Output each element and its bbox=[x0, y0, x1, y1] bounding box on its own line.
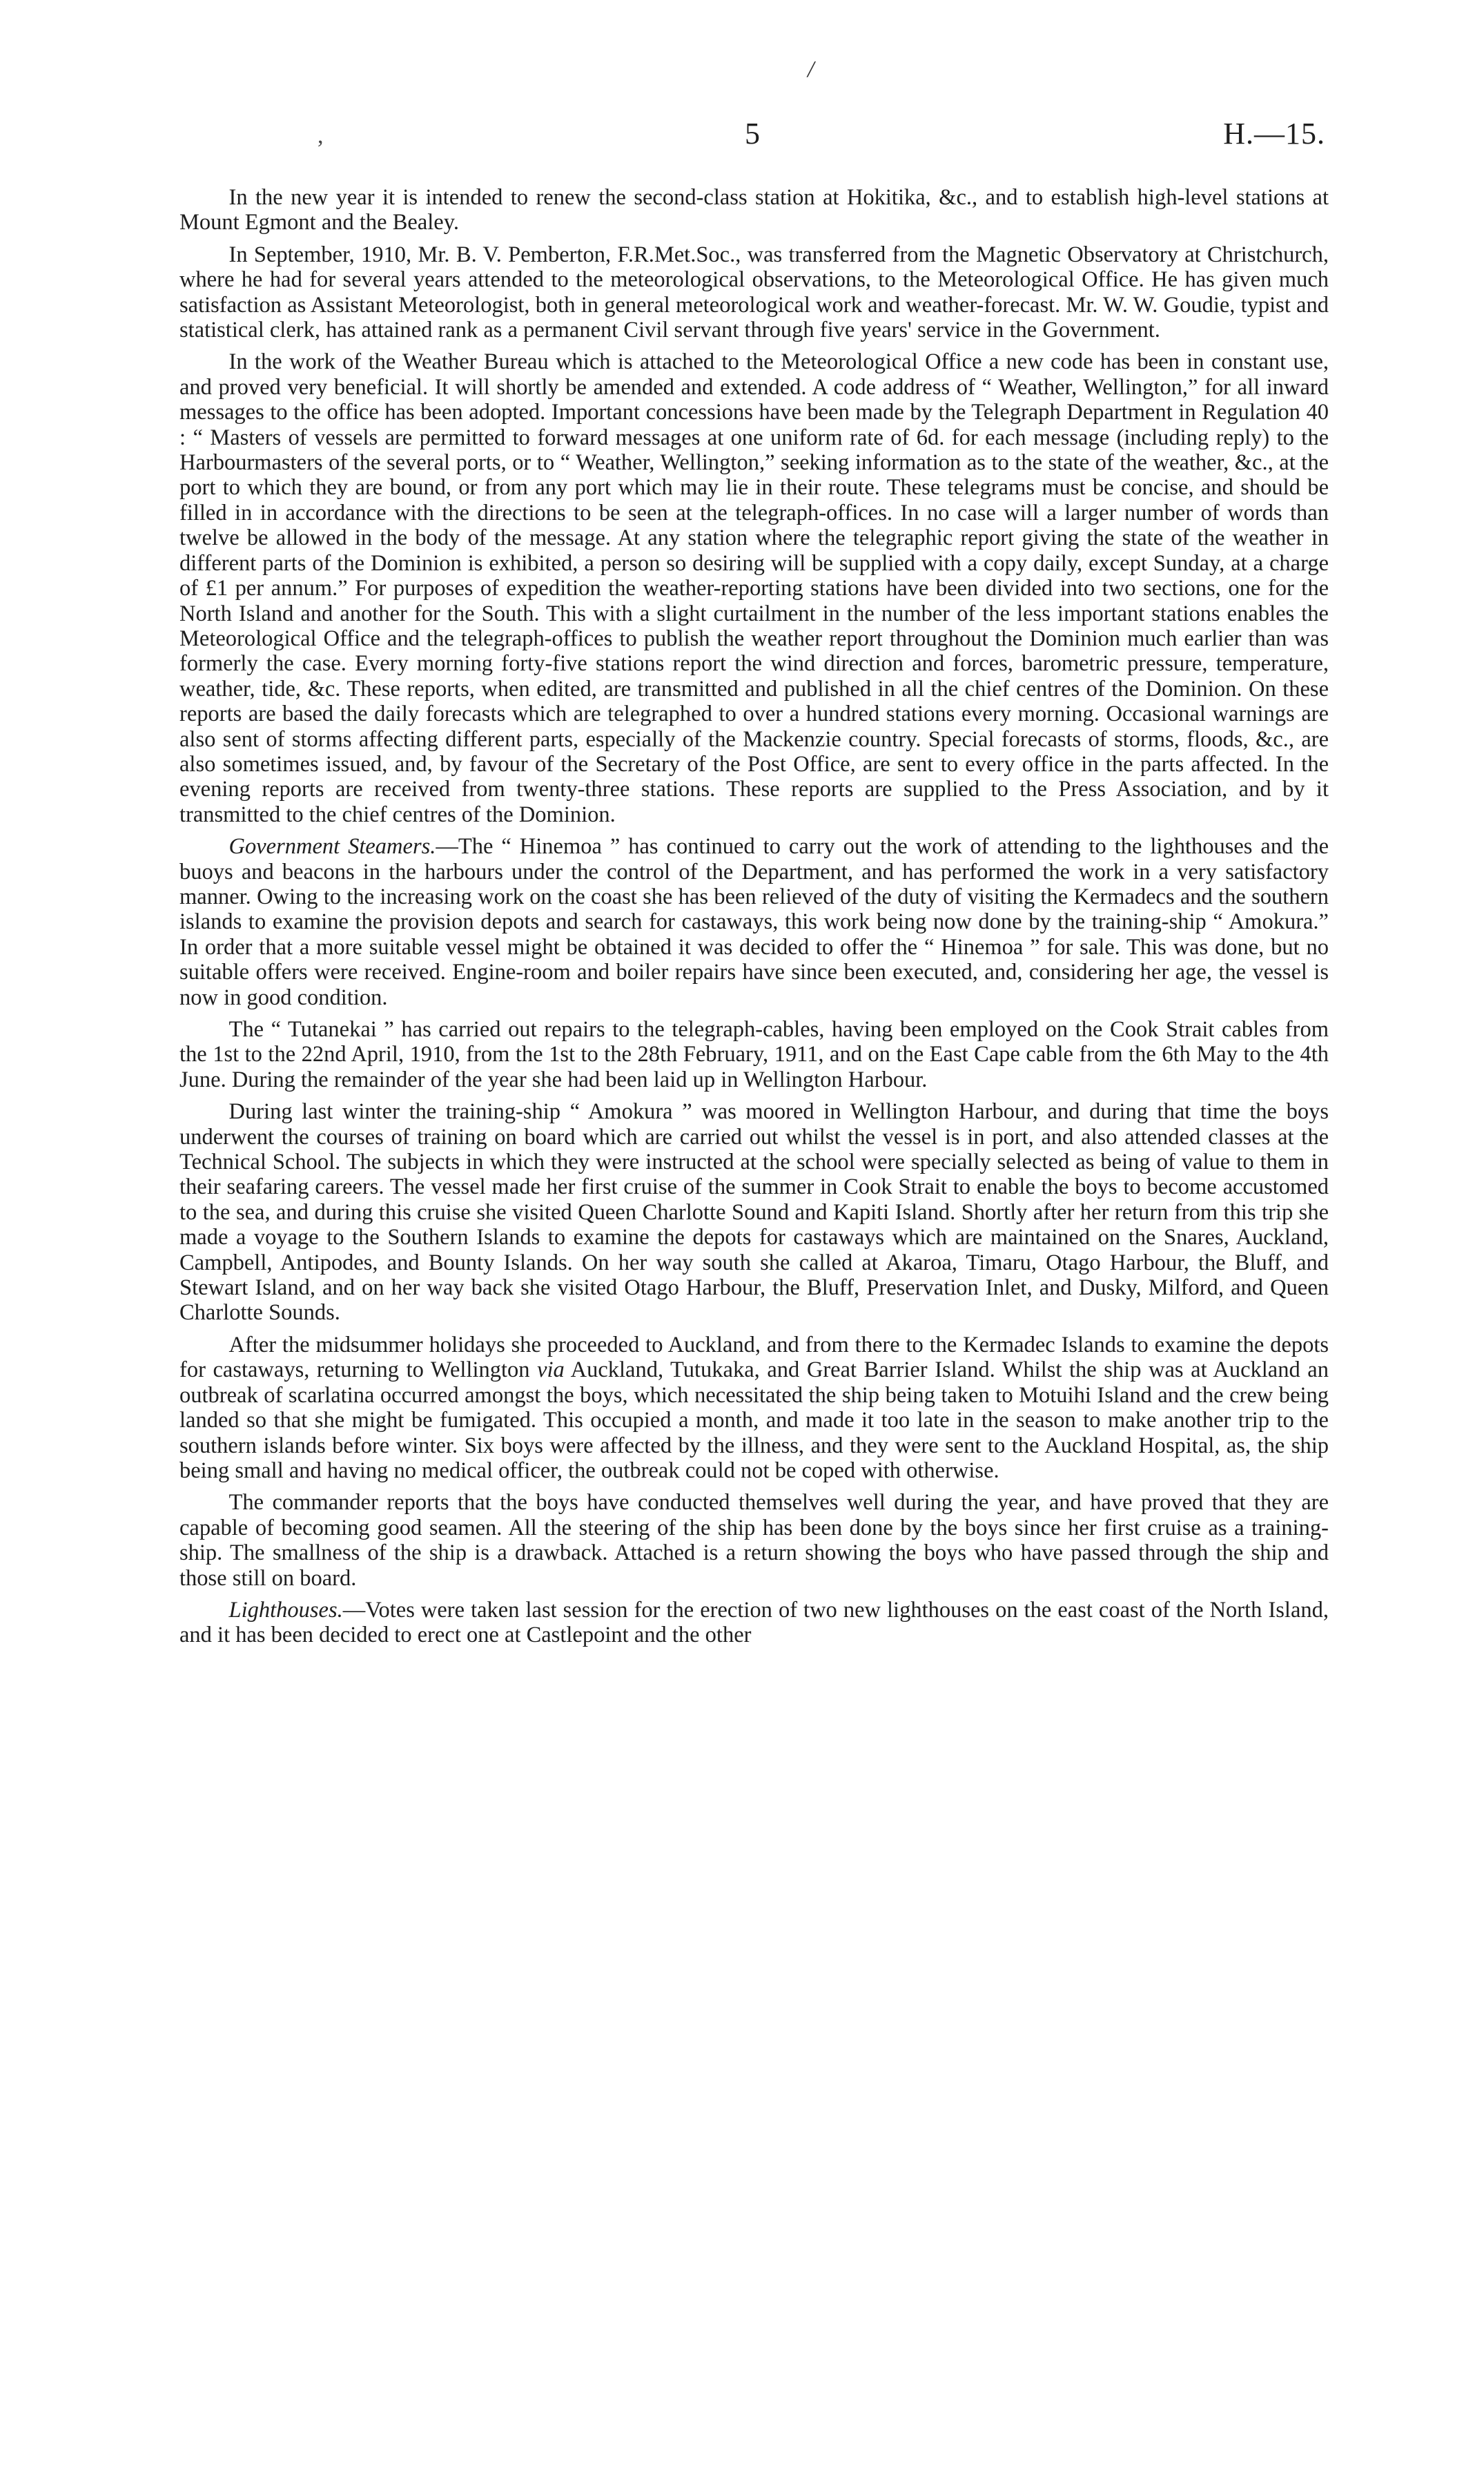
paragraph-text: During last winter the training-ship “ Amokura ” was moored in Wellington Harbour, and during that time the boys underwent the courses of training on board which are carried out whilst the vessel is in port, and also attended classes at the Technical School. The subjects in which they were instructed at the school were specially selected as being of value to them in their seafaring careers. The vessel made her first cruise of the summer in Cook Strait to enable the boys to become accustomed to the sea, and during this cruise she visited Queen Charlotte Sound and Kapiti Island. Shortly after her return from this trip she made a voyage to the Southern Islands to examine the depots for castaways which are maintained on the Snares, Auckland, Campbell, Antipodes, and Bounty Islands. On her way south she called at Akaroa, Timaru, Otago Harbour, the Bluff, and Stewart Island, and on her way back she visited Otago Harbour, the Bluff, Preservation Inlet, and Dusky, Milford, and Queen Charlotte Sounds. bbox=[179, 1099, 1329, 1326]
paragraph-new-stations bbox=[179, 185, 1329, 235]
paragraph-staff bbox=[179, 242, 1329, 343]
section-heading: Lighthouses. bbox=[228, 1597, 343, 1623]
body-text bbox=[179, 185, 1329, 1655]
paragraph-text: —Votes were taken last session for the erection of two new lighthouses on the east coast of the North Island, and it has been decided to erect one at Castlepoint and the other bbox=[179, 1597, 1329, 1648]
paragraph-text: —The “ Hinemoa ” has continued to carry out the work of attending to the lighthouses and the buoys and beacons in the harbours under the control of the Department, and has performed the work in a very satisfactory manner. Owing to the increasing work on the coast she has been relieved of the duty of visiting the Kermadecs and the southern islands to examine the provision depots and search for castaways, this work being now done by the training-ship “ Amokura.” In order that a more suitable vessel might be obtained it was decided to offer the “ Hinemoa ” for sale. This was done, but no suitable offers were received. Engine-room and boiler repairs have since been executed, and, considering her age, the vessel is now in good condition. bbox=[179, 834, 1329, 1010]
page-number: 5 bbox=[745, 117, 760, 151]
header-comma: , bbox=[318, 123, 324, 148]
section-heading: Government Steamers. bbox=[228, 834, 436, 860]
paragraph-text: In the work of the Weather Bureau which is attached to the Meteorological Office a new code has been in constant use, and proved very beneficial. It will shortly be amended and extended. A code address of “ Weather, Wellington,” for all inward messages to the office has been adopted. Important concessions have been made by the Telegraph Department in Regulation 40 : “ Masters of vessels are permitted to forward messages at one uniform rate of 6d. for each message (including reply) to the Harbourmasters of the several ports, or to “ Weather, Wellington,” seeking information as to the state of the weather, &c., at the port to which they are bound, or from any port which may lie in their route. These telegrams must be concise, and should be filled in in accordance with the directions to be seen at the telegraph-offices. In no case will a larger number of words than twelve be allowed in the body of the message. At any station where the telegraphic report giving the state of the weather in different parts of the Dominion is exhibited, a person so desiring will be supplied with a copy daily, except Sunday, at a charge of £1 per annum.” For purposes of expedition the weather-reporting stations have been divided into two sections, one for the North Island and another for the South. This with a slight curtailment in the number of the less important stations enables the Meteorological Office and the telegraph-offices to publish the weather report throughout the Dominion much earlier than was formerly the case. Every morning forty-five stations report the wind direction and forces, barometric pressure, temperature, weather, tide, &c. These reports, when edited, are transmitted and published in all the chief centres of the Dominion. On these reports are based the daily forecasts which are telegraphed to over a hundred stations every morning. Occasional warnings are also sent of storms affecting different parts, especially of the Mackenzie country. Special forecasts of storms, floods, &c., are also sometimes issued, and, by favour of the Secretary of the Post Office, are sent to every office in the parts affected. In the evening reports are received from twenty-three stations. These reports are supplied to the Press Association, and by it transmitted to the chief centres of the Dominion. bbox=[179, 349, 1329, 827]
paragraph-amokura-training bbox=[179, 1099, 1329, 1326]
paragraph-text: The “ Tutanekai ” has carried out repairs to the telegraph-cables, having been employed on the Cook Strait cables from the 1st to the 22nd April, 1910, from the 1st to the 28th February, 1911, and on the East Cape cable from the 6th May to the 4th June. During the remainder of the year she had been laid up in Wellington Harbour. bbox=[179, 1017, 1329, 1092]
document-reference: H.—15. bbox=[1223, 117, 1325, 151]
paragraph-lighthouses bbox=[179, 1598, 1329, 1648]
paragraph-text: Auckland, Tutukaka, and Great Barrier Island. Whilst the ship was at Auckland an outbreak of scarlatina occurred amongst the boys, which necessitated the ship being taken to Motuihi Island and the crew being landed so that she might be fumigated. This occupied a month, and made it too late in the season to make another trip to the southern islands before winter. Six boys were affected by the illness, and they were sent to the Auckland Hospital, as, the ship being small and having no medical officer, the outbreak could not be coped with otherwise. bbox=[179, 1357, 1329, 1483]
paragraph-text: The commander reports that the boys have conducted themselves well during the year, and have proved that they are capable of becoming good seamen. All the steering of the ship has been done by the boys since her first cruise as a training-ship. The smallness of the ship is a drawback. Attached is a return showing the boys who have passed through the ship and those still on board. bbox=[179, 1490, 1329, 1591]
paragraph-text: In September, 1910, Mr. B. V. Pemberton, F.R.Met.Soc., was transferred from the Magnetic Observatory at Christchurch, where he had for several years attended to the meteorological observations, to the Meteorological Office. He has given much satisfaction as Assistant Meteorologist, both in general meteorological work and weather-forecast. Mr. W. W. Goudie, typist and statistical clerk, has attained rank as a permanent Civil servant through five years' service in the Government. bbox=[179, 242, 1329, 343]
paragraph-scarlatina bbox=[179, 1333, 1329, 1483]
italic-word: via bbox=[537, 1357, 565, 1383]
paragraph-text: After the midsummer holidays she proceeded to Auckland, and from there to the Kermadec Islands to examine the depots for castaways, returning to Wellington bbox=[179, 1332, 1329, 1383]
paragraph-text: In the new year it is intended to renew the second-class station at Hokitika, &c., and to establish high-level stations at Mount Egmont and the Bealey. bbox=[179, 185, 1329, 235]
paragraph-commander-report bbox=[179, 1490, 1329, 1591]
page-header bbox=[179, 116, 1325, 164]
paragraph-government-steamers bbox=[179, 834, 1329, 1010]
paragraph-weather-bureau bbox=[179, 349, 1329, 827]
stray-mark: / bbox=[808, 57, 814, 82]
paragraph-tutanekai bbox=[179, 1017, 1329, 1092]
